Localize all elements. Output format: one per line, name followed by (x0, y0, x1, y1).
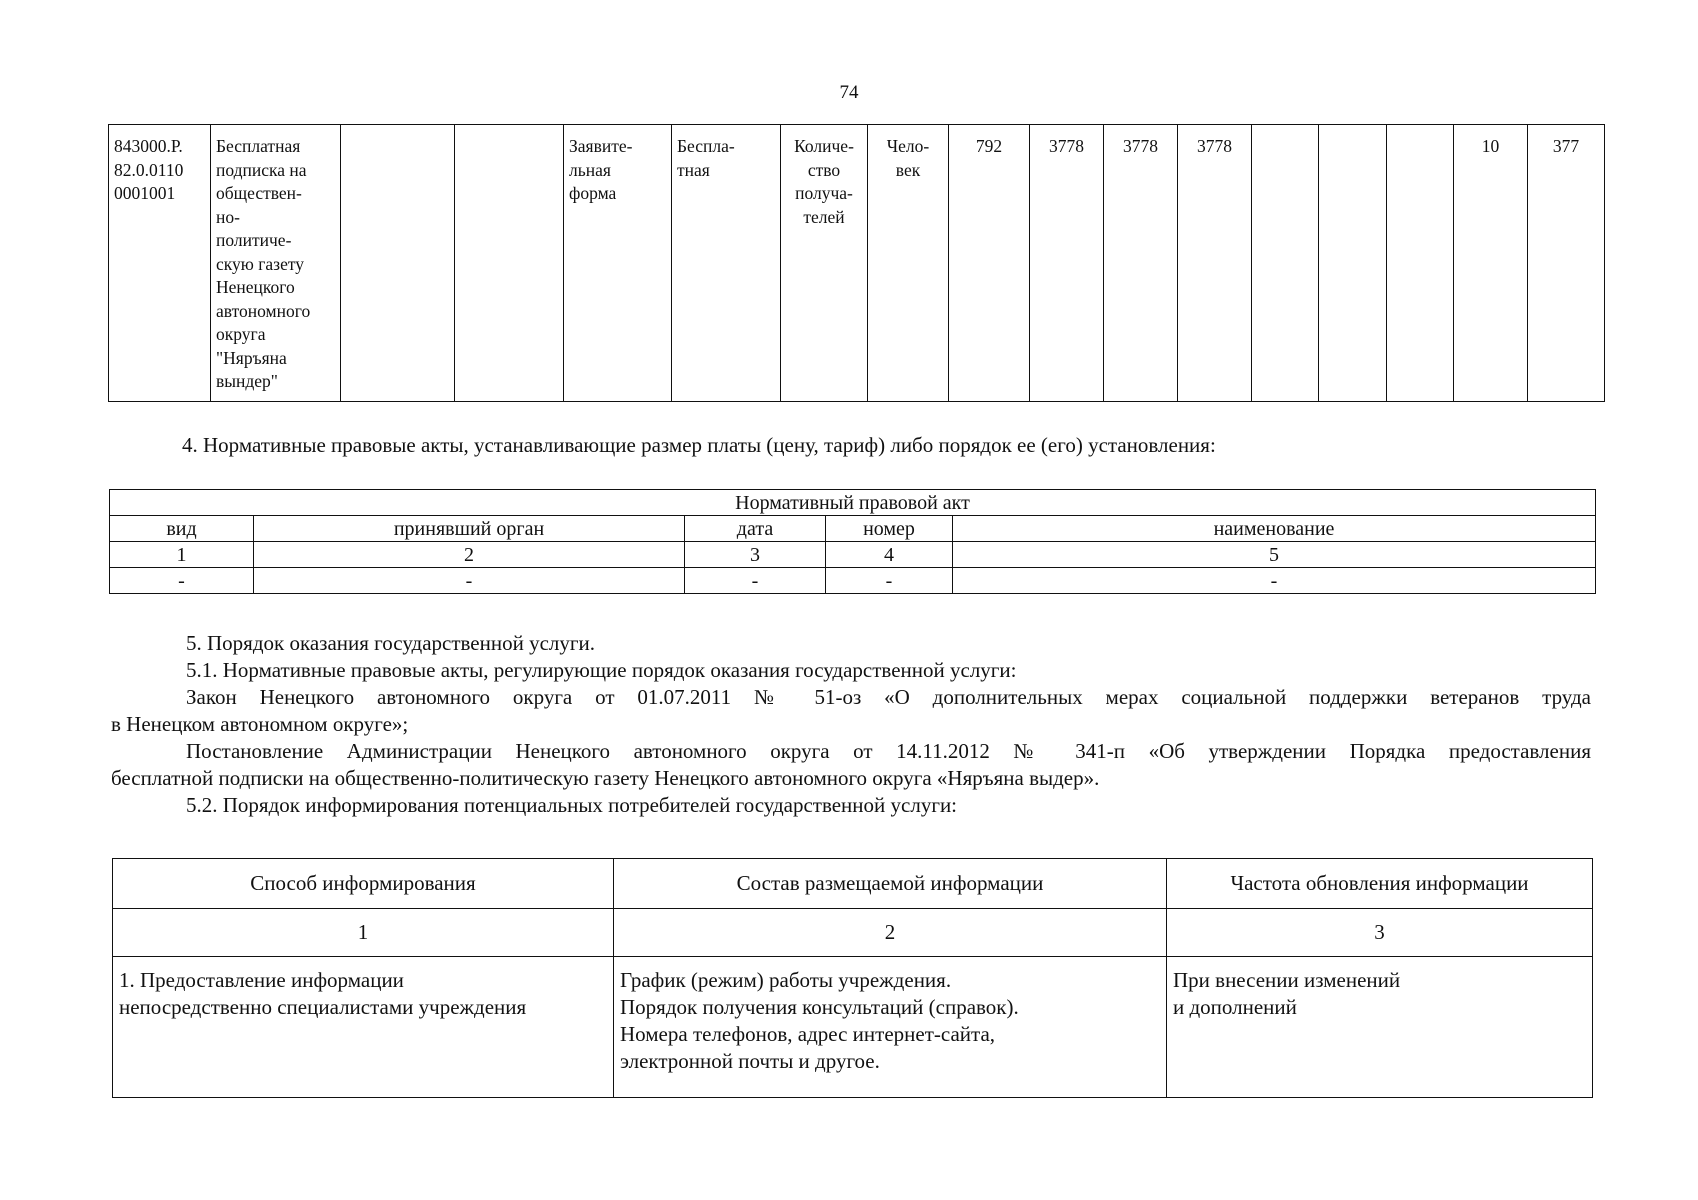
table-header: Нормативный правовой акт (110, 490, 1596, 516)
section-5-title: 5. Порядок оказания государственной услуги. (186, 631, 595, 655)
resolution-paragraph-line: бесплатной подписки на общественно-политическую газету Ненецкого автономного округа «Няръяна выдер». (111, 766, 1100, 790)
content-cell: График (режим) работы учреждения. Порядок получения консультаций (справок). Номера телефонов, адрес интернет-сайта, электронной почты и другое. (614, 957, 1167, 1098)
column-header: наименование (953, 516, 1596, 542)
law-paragraph-line: Закон Ненецкого автономного округа от 01.07.2011 № 51-оз «О дополнительных мерах социальной поддержки ветеранов труда (186, 685, 1591, 709)
value-cell: 3778 (1030, 125, 1104, 402)
column-header: Частота обновления информации (1167, 859, 1593, 909)
empty-cell (1252, 125, 1319, 402)
column-header: вид (110, 516, 254, 542)
column-number: 5 (953, 542, 1596, 568)
column-header: Способ информирования (113, 859, 614, 909)
table-row (109, 125, 1605, 402)
law-paragraph-line: в Ненецком автономном округе»; (111, 712, 409, 736)
okei-code-cell: 792 (949, 125, 1030, 402)
column-header: номер (826, 516, 953, 542)
value-cell: 3778 (1178, 125, 1252, 402)
table-row (110, 516, 1596, 542)
table-row (110, 568, 1596, 594)
empty-cell (455, 125, 564, 402)
service-name-cell: Бесплатная подписка на обществен- но- политиче- скую газету Ненецкого автономного округа "Няръяна вындер" (211, 125, 341, 402)
value-cell: 3778 (1104, 125, 1178, 402)
informing-methods-table (112, 858, 1593, 1098)
deviation-cell: 377 (1528, 125, 1605, 402)
table-row (113, 909, 1593, 957)
column-number: 2 (614, 909, 1167, 957)
table-row (113, 859, 1593, 909)
column-number: 3 (685, 542, 826, 568)
unit-cell: Чело- век (868, 125, 949, 402)
table-cell: - (826, 568, 953, 594)
column-number: 1 (110, 542, 254, 568)
empty-cell (1319, 125, 1387, 402)
column-number: 2 (254, 542, 685, 568)
method-cell: 1. Предоставление информации непосредственно специалистами учреждения (113, 957, 614, 1098)
empty-cell (1387, 125, 1454, 402)
column-number: 1 (113, 909, 614, 957)
table-cell: - (953, 568, 1596, 594)
deviation-cell: 10 (1454, 125, 1528, 402)
section-5-2-title: 5.2. Порядок информирования потенциальных потребителей государственной услуги: (186, 793, 958, 817)
frequency-cell: При внесении изменений и дополнений (1167, 957, 1593, 1098)
page-number: 74 (839, 82, 859, 103)
table-cell: - (254, 568, 685, 594)
section-5-1-title: 5.1. Нормативные правовые акты, регулирующие порядок оказания государственной услуги: (186, 658, 1017, 682)
form-cell: Заявите- льная форма (564, 125, 672, 402)
resolution-paragraph-line: Постановление Администрации Ненецкого автономного округа от 14.11.2012 № 341-п «Об утверждении Порядка предоставления (186, 739, 1591, 763)
indicator-cell: Количе- ство получа- телей (781, 125, 868, 402)
section-5-text (111, 630, 1591, 819)
table-row (113, 957, 1593, 1098)
table-row (110, 542, 1596, 568)
section-4-title: 4. Нормативные правовые акты, устанавливающие размер платы (цену, тариф) либо порядок ее (его) установления: (182, 433, 1216, 457)
empty-cell (341, 125, 455, 402)
payment-cell: Беспла- тная (672, 125, 781, 402)
table-cell: - (685, 568, 826, 594)
column-header: дата (685, 516, 826, 542)
column-number: 4 (826, 542, 953, 568)
table-cell: - (110, 568, 254, 594)
service-indicators-table (108, 124, 1605, 402)
legal-acts-table (109, 489, 1596, 594)
column-header: принявший орган (254, 516, 685, 542)
column-header: Состав размещаемой информации (614, 859, 1167, 909)
registry-code-cell: 843000.Р. 82.0.0110 0001001 (109, 125, 211, 402)
column-number: 3 (1167, 909, 1593, 957)
table-row (110, 490, 1596, 516)
